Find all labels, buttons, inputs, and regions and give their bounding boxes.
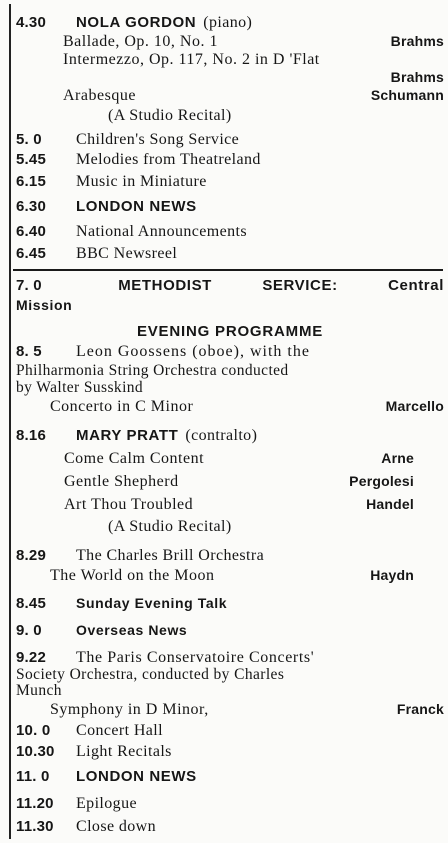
artist-voice: (contralto) bbox=[185, 427, 258, 444]
entry-title-word: SERVICE: bbox=[262, 277, 338, 294]
work-composer: Schumann bbox=[370, 87, 444, 103]
work-composer: Arne bbox=[381, 450, 414, 466]
entry-time: 6.40 bbox=[16, 223, 46, 240]
entry-title-word: Central bbox=[388, 277, 444, 294]
artist-name: NOLA GORDON bbox=[76, 14, 197, 31]
entry-6-15 bbox=[16, 171, 444, 193]
section-divider bbox=[13, 269, 443, 271]
entry-title: Leon Goossens (oboe), with the bbox=[76, 343, 310, 360]
section-heading: EVENING PROGRAMME bbox=[136, 323, 324, 340]
entry-time: 6.15 bbox=[16, 173, 46, 190]
entry-9-22 bbox=[16, 649, 444, 667]
entry-time: 10. 0 bbox=[16, 722, 51, 739]
work-item bbox=[16, 32, 444, 51]
work-item bbox=[16, 566, 444, 585]
entry-title: Melodies from Theatreland bbox=[76, 151, 261, 168]
entry-title: National Announcements bbox=[76, 223, 247, 240]
artist-name: MARY PRATT bbox=[76, 427, 179, 444]
entry-title: Close down bbox=[76, 818, 156, 835]
entry-4-30 bbox=[16, 14, 444, 32]
entry-title: Sunday Evening Talk bbox=[76, 595, 228, 611]
work-composer: Brahms bbox=[390, 69, 444, 85]
entry-time: 10.30 bbox=[16, 743, 55, 760]
entry-11-00 bbox=[16, 762, 444, 792]
entry-11-30 bbox=[16, 816, 444, 838]
entry-11-20 bbox=[16, 792, 444, 816]
entry-time: 5. 0 bbox=[16, 131, 42, 148]
left-column-rule bbox=[9, 4, 11, 839]
entry-title: Concert Hall bbox=[76, 722, 163, 739]
entry-time: 8.16 bbox=[16, 427, 46, 444]
entry-time: 6.45 bbox=[16, 245, 46, 262]
entry-8-45 bbox=[16, 590, 444, 617]
entry-continuation: Philharmonia String Orchestra conducted by Walter Susskind bbox=[16, 362, 289, 396]
entry-8-16 bbox=[16, 425, 444, 447]
work-title: The World on the Moon bbox=[50, 567, 215, 584]
work-composer: Handel bbox=[366, 496, 414, 512]
entry-time: 9.22 bbox=[16, 649, 46, 666]
entry-continuation: Society Orchestra, conducted by Charles Munch bbox=[16, 666, 285, 699]
entry-time: 7. 0 bbox=[16, 277, 42, 294]
work-title: Arabesque bbox=[63, 87, 136, 104]
entry-9-00 bbox=[16, 617, 444, 644]
programme-column bbox=[16, 14, 444, 838]
entry-10-30 bbox=[16, 742, 444, 762]
entry-title: Epilogue bbox=[76, 795, 137, 812]
entry-10-00 bbox=[16, 720, 444, 742]
entry-title: Light Recitals bbox=[76, 743, 172, 760]
entry-time: 5.45 bbox=[16, 151, 46, 168]
entry-8-29 bbox=[16, 546, 444, 566]
entry-title: The Charles Brill Orchestra bbox=[76, 547, 265, 564]
work-item bbox=[16, 51, 444, 69]
entry-title: LONDON NEWS bbox=[76, 768, 197, 785]
entry-title: Overseas News bbox=[76, 622, 188, 638]
work-item bbox=[16, 447, 444, 470]
work-title: Intermezzo, Op. 117, No. 2 in D 'Flat bbox=[63, 51, 320, 68]
entry-5-00 bbox=[16, 131, 444, 149]
entry-title: The Paris Conservatoire Concerts' bbox=[76, 649, 315, 666]
entry-title: BBC Newsreel bbox=[76, 245, 178, 262]
entry-time: 8. 5 bbox=[16, 343, 42, 360]
entry-time: 9. 0 bbox=[16, 622, 42, 639]
entry-8-05 bbox=[16, 342, 444, 362]
work-title: Art Thou Troubled bbox=[64, 496, 194, 513]
work-item bbox=[16, 493, 444, 516]
entry-title: LONDON NEWS bbox=[76, 198, 197, 215]
entry-time: 11. 0 bbox=[16, 768, 50, 785]
entry-6-40 bbox=[16, 221, 444, 243]
work-composer: Franck bbox=[396, 701, 444, 717]
artist-instrument: (piano) bbox=[203, 14, 253, 31]
work-item bbox=[16, 396, 444, 417]
entry-continuation: Mission bbox=[16, 297, 73, 313]
entry-6-30 bbox=[16, 193, 444, 221]
work-title: Concerto in C Minor bbox=[50, 398, 194, 415]
work-title: Gentle Shepherd bbox=[64, 473, 179, 490]
work-composer: Haydn bbox=[370, 567, 414, 583]
entry-time: 8.29 bbox=[16, 547, 46, 564]
work-title: Symphony in D Minor, bbox=[50, 701, 209, 718]
entry-time: 6.30 bbox=[16, 198, 46, 215]
entry-title: Children's Song Service bbox=[76, 131, 240, 148]
work-item bbox=[16, 85, 444, 106]
work-title: Come Calm Content bbox=[64, 450, 205, 467]
entry-5-45 bbox=[16, 149, 444, 171]
entry-7-00 bbox=[16, 275, 444, 297]
work-item bbox=[16, 470, 444, 493]
work-title: Ballade, Op. 10, No. 1 bbox=[63, 33, 218, 50]
work-composer: Pergolesi bbox=[349, 473, 414, 489]
work-item bbox=[16, 699, 444, 720]
entry-time: 11.30 bbox=[16, 818, 54, 835]
entry-time: 4.30 bbox=[16, 14, 46, 31]
recital-note: (A Studio Recital) bbox=[108, 107, 232, 124]
entry-time: 11.20 bbox=[16, 795, 54, 812]
entry-title: Music in Miniature bbox=[76, 173, 207, 190]
work-composer: Brahms bbox=[390, 33, 444, 49]
work-composer: Marcello bbox=[385, 398, 444, 414]
entry-time: 8.45 bbox=[16, 595, 46, 612]
entry-6-45 bbox=[16, 243, 444, 265]
work-composer-line bbox=[16, 69, 444, 85]
entry-title-word: METHODIST bbox=[118, 277, 212, 294]
recital-note: (A Studio Recital) bbox=[108, 518, 232, 535]
